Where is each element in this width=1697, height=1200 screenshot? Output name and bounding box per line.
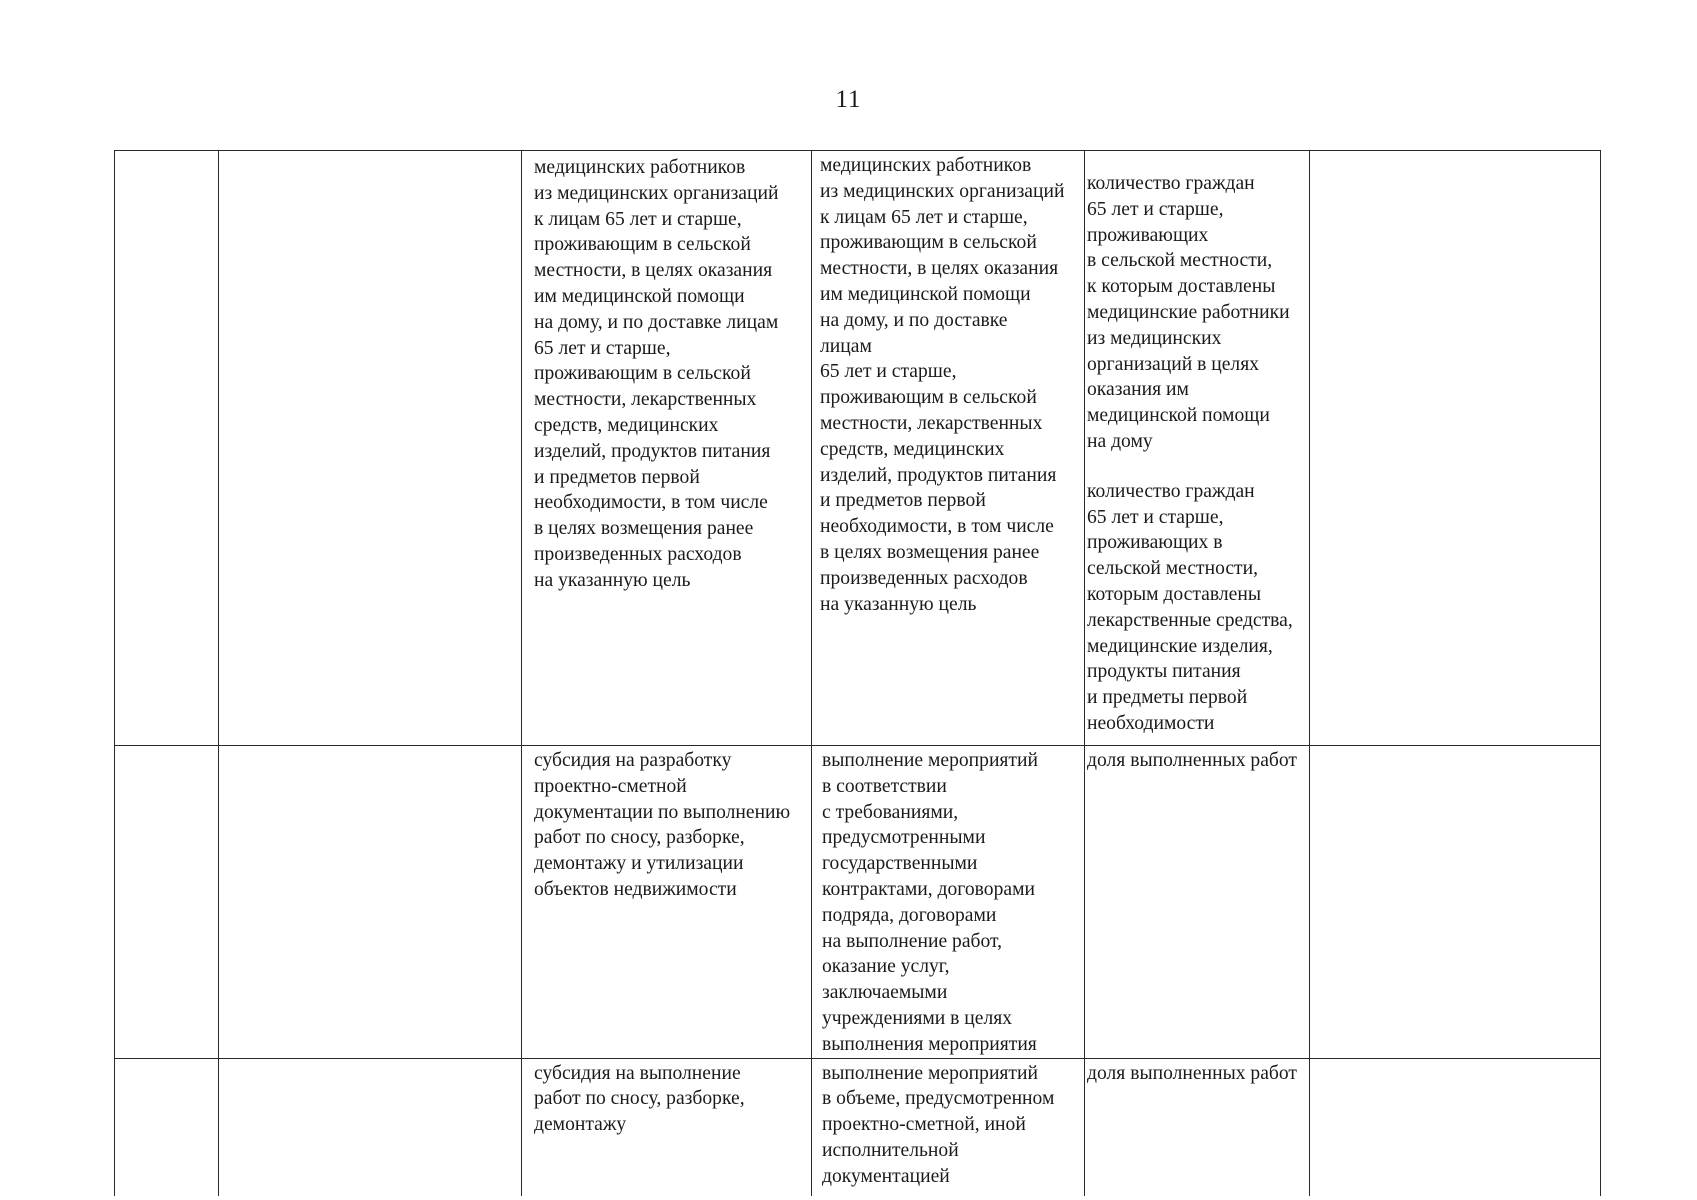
value-cell (1310, 746, 1601, 1059)
measures-table (114, 150, 1601, 1196)
value-cell (1310, 1058, 1601, 1196)
result-cell (812, 151, 1085, 746)
indicator-spacer (1085, 455, 1309, 479)
measure-name-cell (219, 746, 522, 1059)
indicator-text: доля выполненных работ (1087, 750, 1297, 771)
indicator-cell (1085, 1058, 1310, 1196)
result-text: выполнение мероприятий в соответствии с требованиями, предусмотренными государственными контрактами, договорами подряда, договорами на выполнение работ, оказание услуг, заключаемыми учреждениями в целях выполнения мероприятия (822, 750, 1038, 1055)
result-text: медицинских работников из медицинских организаций к лицам 65 лет и старше, проживающим в сельской местности, в целях оказания им медицинской помощи на дому, и по доставке лицам 65 лет и старше, проживающим в сельской местности, лекарственных средств, медицинских изделий, продуктов питания и предметов первой необходимости, в том числе в целях возмещения ранее произведенных расходов на указанную цель (820, 155, 1065, 615)
table-row (115, 1058, 1601, 1196)
measure-name-cell (219, 151, 522, 746)
activity-cell (522, 746, 812, 1059)
table-row (115, 151, 1601, 746)
page-number: 11 (835, 86, 862, 113)
result-cell (812, 1058, 1085, 1196)
result-cell (812, 746, 1085, 1059)
activity-cell (522, 1058, 812, 1196)
value-cell (1310, 151, 1601, 746)
indicator-text-2: количество граждан 65 лет и старше, проживающих в сельской местности, которым доставлены лекарственные средства, медицинские изделия, продукты питания и предметы первой необходимости (1087, 480, 1293, 734)
table-row (115, 746, 1601, 1059)
number-cell (115, 746, 219, 1059)
indicator-text: количество граждан 65 лет и старше, проживающих в сельской местности, к которым доставлены медицинские работники из медицинских организаций в целях оказания им медицинской помощи на дому (1087, 173, 1290, 452)
number-cell (115, 151, 219, 746)
activity-text: медицинских работников из медицинских организаций к лицам 65 лет и старше, проживающим в сельской местности, в целях оказания им медицинской помощи на дому, и по доставке лицам 65 лет и старше, проживающим в сельской местности, лекарственных средств, медицинских изделий, продуктов питания и предметов первой необходимости, в том числе в целях возмещения ранее произведенных расходов на указанную цель (534, 157, 779, 591)
activity-cell (522, 151, 812, 746)
indicator-cell (1085, 746, 1310, 1059)
result-text: выполнение мероприятий в объеме, предусмотренном проектно-сметной, иной исполнительной документацией (822, 1062, 1055, 1187)
indicator-text: доля выполненных работ (1087, 1062, 1297, 1084)
number-cell (115, 1058, 219, 1196)
indicator-cell (1085, 151, 1310, 746)
activity-text: субсидия на разработку проектно-сметной документации по выполнению работ по сносу, разборке, демонтажу и утилизации объектов недвижимости (534, 750, 791, 900)
activity-text: субсидия на выполнение работ по сносу, разборке, демонтажу (534, 1062, 745, 1136)
measure-name-cell (219, 1058, 522, 1196)
